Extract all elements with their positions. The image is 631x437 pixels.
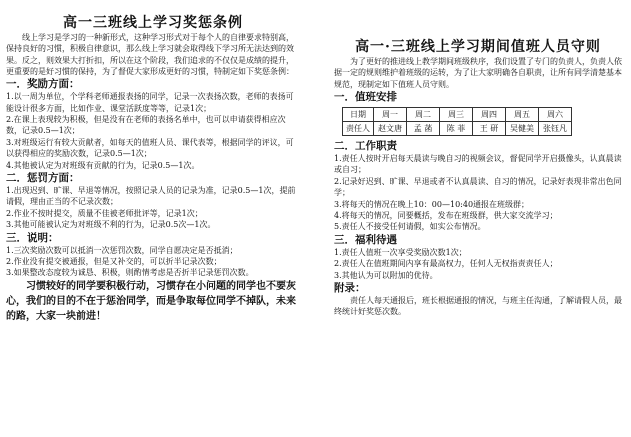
table-cell: 张钰凡 (539, 121, 572, 135)
table-cell: 责任人 (343, 121, 374, 135)
duty-item: 1.责任人按时开启每天晨读与晚自习的视频会议，督促同学开启摄像头，认真晨读或自习； (334, 153, 622, 175)
left-body (0, 32, 306, 324)
right-intro: 为了更好的推进线上教学期间班级秩序，我们设置了专门的负责人，负责人依据一定的规则维护着班级的运转，为了让大家明确各自职责，让所有同学清楚基本规范，现制定如下值班人员守则。 (334, 57, 622, 89)
table-row (343, 121, 572, 135)
table-header-cell: 周六 (539, 107, 572, 121)
table-header-cell: 日期 (343, 107, 374, 121)
appendix-text: 责任人每天通报后，班长根据通报的情况，与班主任沟通，了解请假人员，最终统计好奖惩次数。 (334, 295, 622, 317)
table-header-cell: 周一 (374, 107, 407, 121)
appendix-heading: 附录： (334, 281, 366, 294)
benefit-item: 2.责任人在值班期间内享有最高权力，任何人无权指责责任人； (334, 259, 558, 269)
closing-statement: 习惯较好的同学要积极行动，习惯存在小问题的同学也不要灰心，我们的目的不在于惩治同学，而是争取每位同学不掉队，未来的路，大家一块前进！ (6, 280, 296, 322)
penalty-item: 1.出现迟到、旷课、早退等情况，按照记录人员的记录为准，记录0.5—1次，提前请假，理由正当的不记录次数； (6, 186, 296, 207)
rules-document-right (328, 0, 628, 318)
rules-document-left (0, 0, 306, 324)
penalty-item: 2.作业不按时提交，质量不佳被老师批评等，记录1次； (6, 208, 203, 218)
benefit-item: 3.其他认为可以附加的优待。 (334, 270, 438, 280)
benefit-item: 1.责任人值班一次享受奖励次数1次； (334, 247, 467, 257)
schedule-heading: 一．值班安排 (334, 90, 397, 103)
duty-schedule-table (342, 107, 572, 136)
penalty-item: 3.其他可能被认定为对班级不利的行为，记录0.5次—1次。 (6, 220, 216, 230)
notes-item: 3.如果整改态度较为诚恳、积极，则酌情考虑是否折半记录惩罚次数。 (6, 268, 254, 278)
duty-item: 3.将每天的情况在晚上10：00—10:40通报在班级群； (334, 199, 530, 209)
table-header-cell: 周五 (506, 107, 539, 121)
notes-item: 1.三次奖励次数可以抵消一次惩罚次数，同学自愿决定是否抵消； (6, 245, 238, 255)
table-header-cell: 周二 (407, 107, 440, 121)
reward-heading: 一．奖励方面： (6, 78, 80, 91)
reward-item: 4.其他被认定为对班级有贡献的行为，记录0.5—1次。 (6, 160, 200, 170)
notes-item: 2.作业没有提交被通报，但是又补交的，可以折半记录次数； (6, 257, 222, 267)
left-document-title: 高一三班线上学习奖惩条例 (63, 15, 243, 31)
left-intro: 线上学习是学习的一种新形式，这种学习形式对于每个人的自律要求特别高，保持良好的习惯，积极自律意识，那么线上学习就会取得线下学习所无法达到的效果。反之，则效果大打折扣，所以在这个阶段，我们追求的不仅仅是成绩的提升，更重要的是好习惯的保持，为了督促大家形成更好的习惯，特制定如下奖惩条例： (6, 33, 294, 76)
duty-item: 5.责任人不接受任何请假，如实公布情况。 (334, 222, 486, 232)
penalty-heading: 二．惩罚方面： (6, 172, 80, 185)
table-header-cell: 周四 (473, 107, 506, 121)
table-cell: 陈 菲 (440, 121, 473, 135)
right-body (328, 56, 628, 318)
notes-heading: 三．说明： (6, 231, 59, 244)
duties-heading: 二．工作职责 (334, 139, 397, 152)
table-cell: 赵文唐 (374, 121, 407, 135)
table-header-cell: 周三 (440, 107, 473, 121)
right-document-title: 高一·三班线上学习期间值班人员守则 (355, 39, 601, 55)
table-cell: 吴健美 (506, 121, 539, 135)
duty-item: 2.记录好迟到、旷课、早退或者不认真晨读、自习的情况，记录好表现非常出色同学； (334, 176, 622, 198)
table-cell: 王 研 (473, 121, 506, 135)
table-row (343, 107, 572, 121)
table-cell: 孟 菡 (407, 121, 440, 135)
benefits-heading: 三．福利待遇 (334, 233, 397, 246)
reward-item: 3.对班级运行有较大贡献者，如每天的值班人员、课代表等，根据同学的评议，可以获得相应的奖励次数，记录0.5—1次； (6, 137, 294, 159)
duty-item: 4.将每天的情况，同要概括，发布在班级群，供大家交流学习； (334, 210, 558, 220)
reward-item: 2.在课上表现较为积极，但是没有在老师的表扬名单中，也可以申请获得相应次数，记录0.5—1次； (6, 115, 286, 136)
reward-item: 1.以一周为单位，个学科老师通报表扬的同学，记录一次表扬次数，老师的表扬可能设计很多方面，比如作业、课堂活跃度等等，记录1次； (6, 92, 294, 113)
